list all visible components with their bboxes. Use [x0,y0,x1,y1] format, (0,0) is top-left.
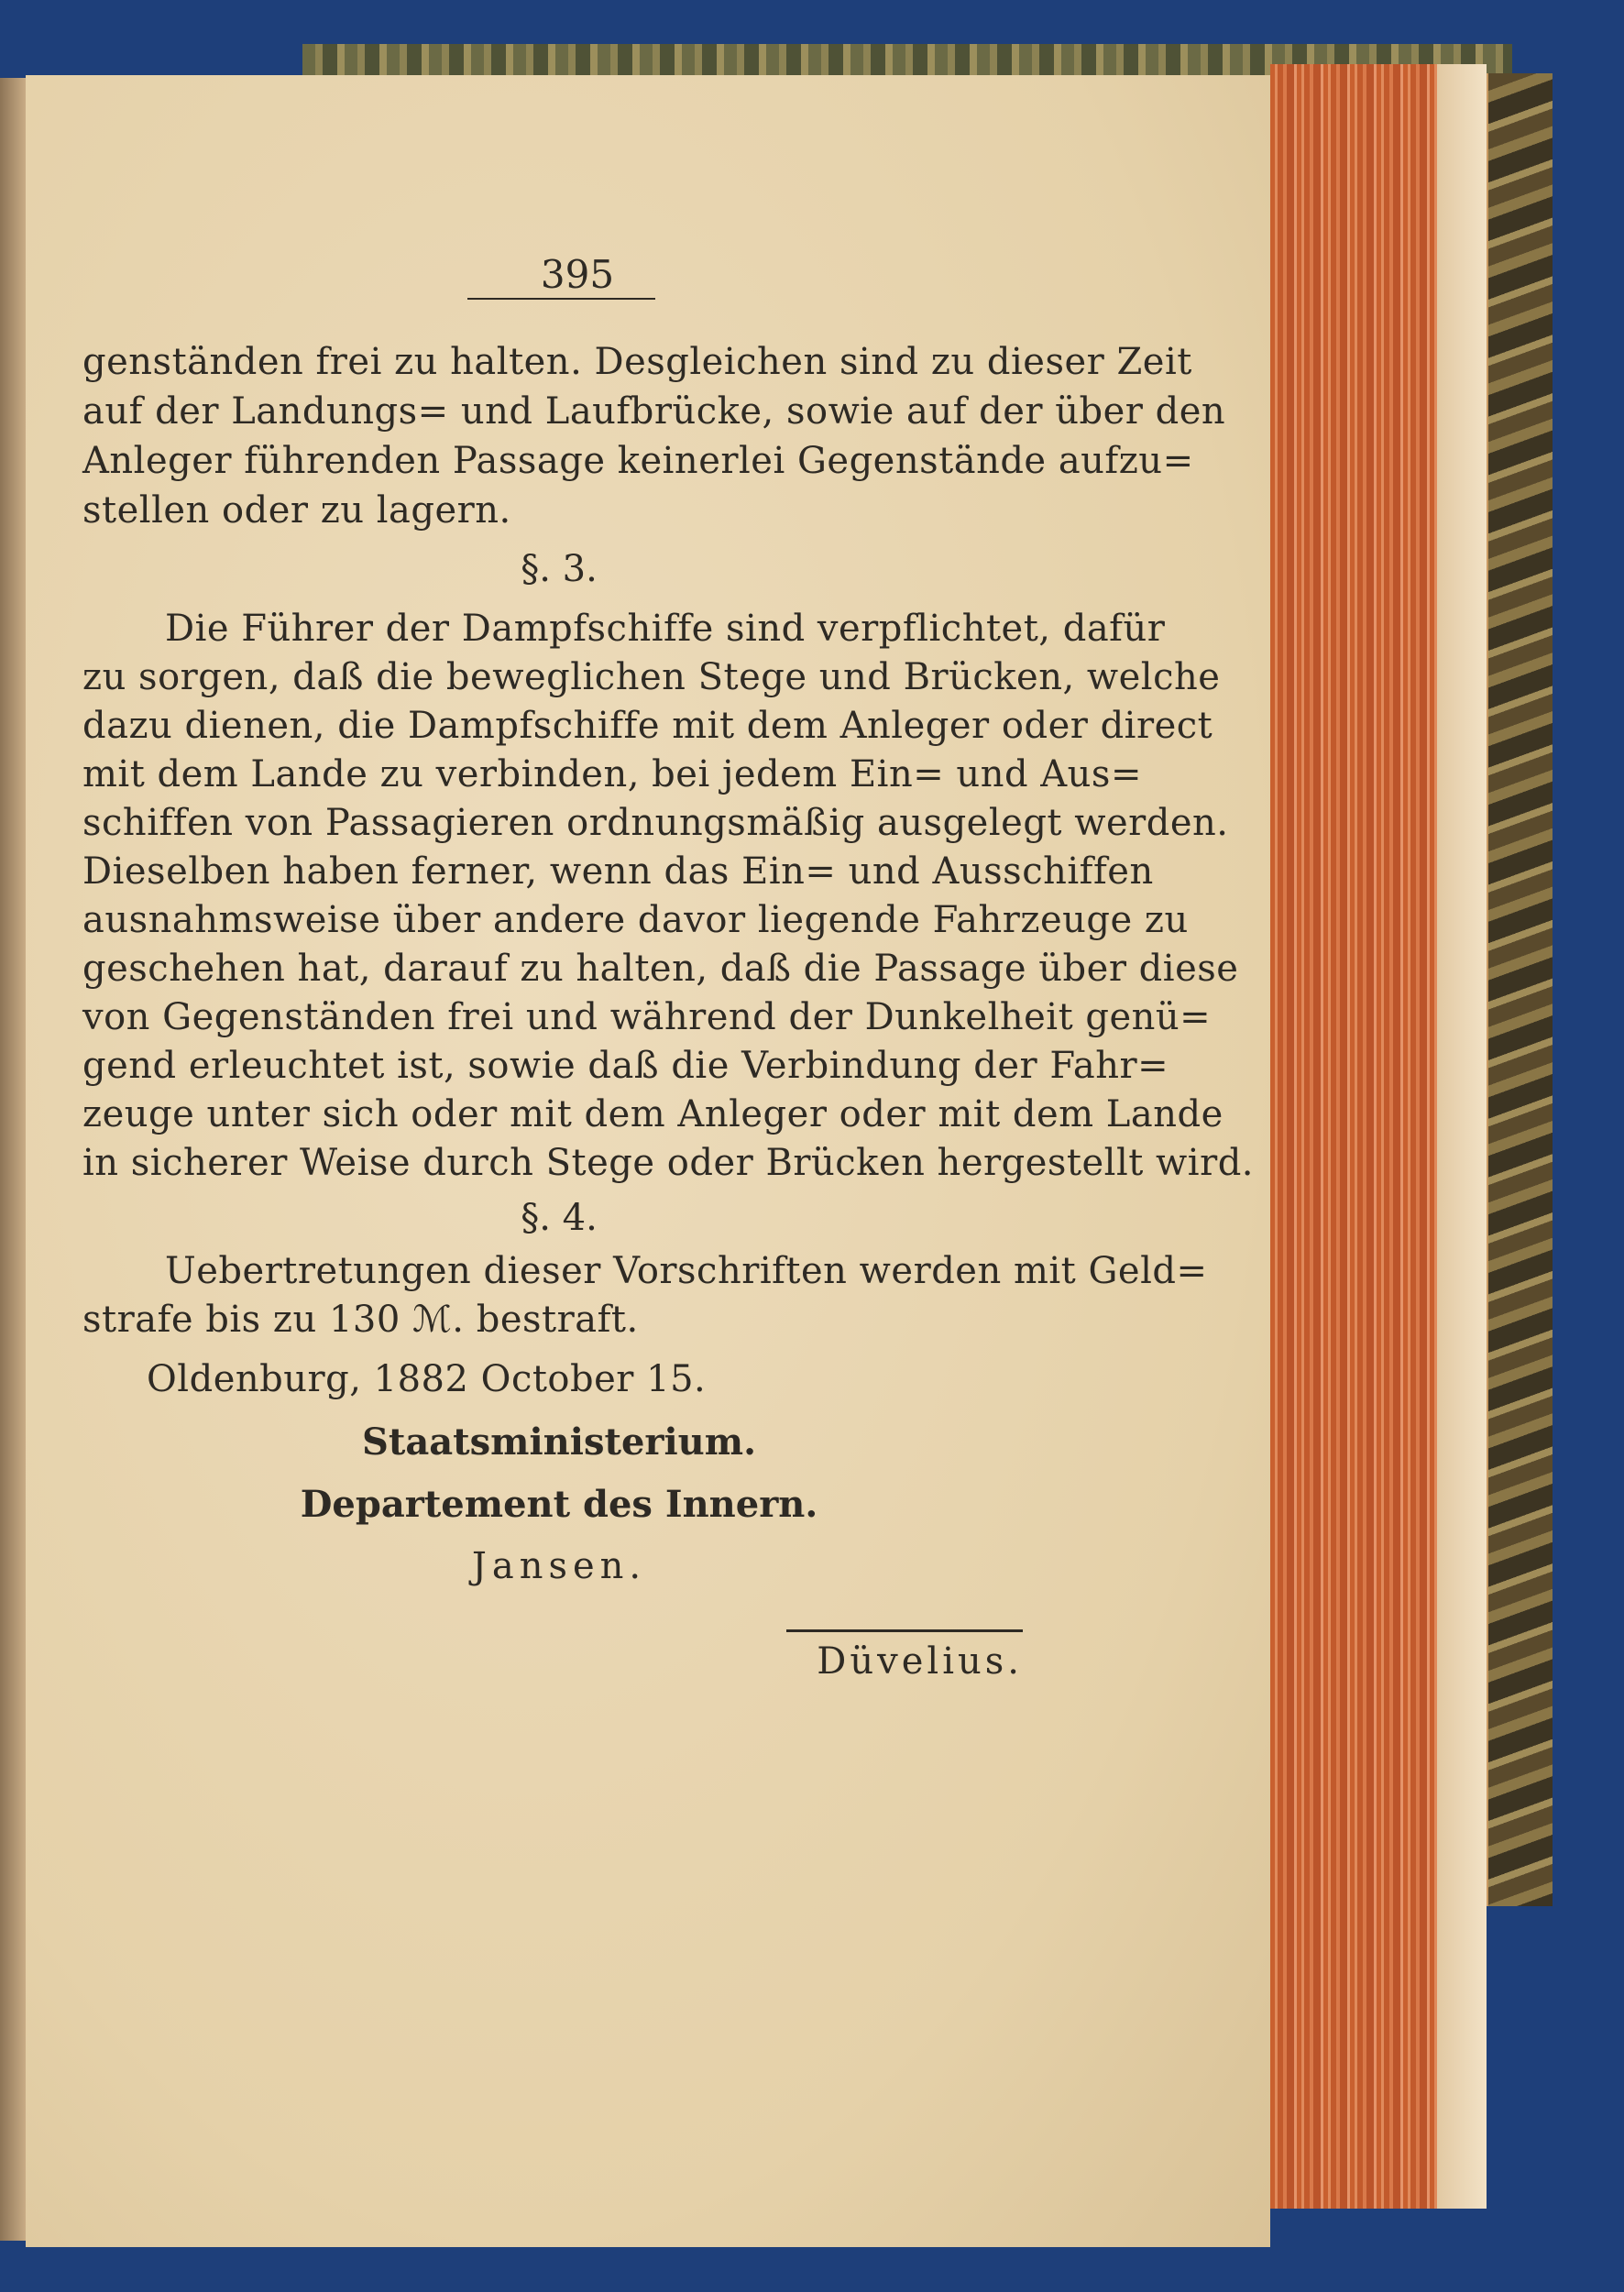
text-line: zeuge unter sich oder mit dem Anleger oder mit dem Lande [82,1093,1223,1135]
text-line: strafe bis zu 130 ℳ. bestraft. [82,1299,639,1341]
text-line: von Gegenständen frei und während der Dunkelheit genü= [82,996,1212,1038]
text-line: Anleger führenden Passage keinerlei Gegenstände aufzu= [82,440,1194,482]
text-line: in sicherer Weise durch Stege oder Brücken hergestellt wird. [82,1142,1255,1184]
section-heading: §. 3. [521,548,598,590]
page-number-rule [467,298,655,300]
text-line: zu sorgen, daß die beweglichen Stege und Brücken, welche [82,656,1221,698]
signer-name: Jansen. [471,1545,647,1587]
text-line: genständen frei zu halten. Desgleichen sind zu dieser Zeit [82,341,1192,383]
section-heading: §. 4. [521,1197,598,1239]
department-heading: Departement des Innern. [300,1483,818,1526]
countersigner-name: Düvelius. [817,1640,1023,1683]
date-line: Oldenburg, 1882 October 15. [147,1358,707,1400]
page-block-edges [1270,64,1487,2209]
page-number: 395 [540,252,615,297]
book-cover-edge [1485,73,1553,1906]
text-line: Die Führer der Dampfschiffe sind verpflichtet, dafür [165,608,1166,650]
text-line: ausnahmsweise über andere davor liegende Fahrzeuge zu [82,899,1189,941]
text-line: schiffen von Passagieren ordnungsmäßig ausgelegt werden. [82,802,1229,844]
text-line: gend erleuchtet ist, sowie daß die Verbindung der Fahr= [82,1045,1169,1087]
text-line: dazu dienen, die Dampfschiffe mit dem Anleger oder direct [82,705,1213,747]
text-line: Uebertretungen dieser Vorschriften werden mit Geld= [165,1250,1208,1292]
signature-rule [786,1629,1023,1632]
text-line: auf der Landungs= und Laufbrücke, sowie auf der über den [82,390,1226,433]
text-line: mit dem Lande zu verbinden, bei jedem Ein= und Aus= [82,753,1142,795]
text-line: stellen oder zu lagern. [82,489,511,532]
text-line: geschehen hat, darauf zu halten, daß die Passage über diese [82,948,1239,990]
text-line: Dieselben haben ferner, wenn das Ein= und Ausschiffen [82,850,1154,893]
left-page-edge [0,78,27,2241]
ministry-heading: Staatsministerium. [361,1420,757,1464]
